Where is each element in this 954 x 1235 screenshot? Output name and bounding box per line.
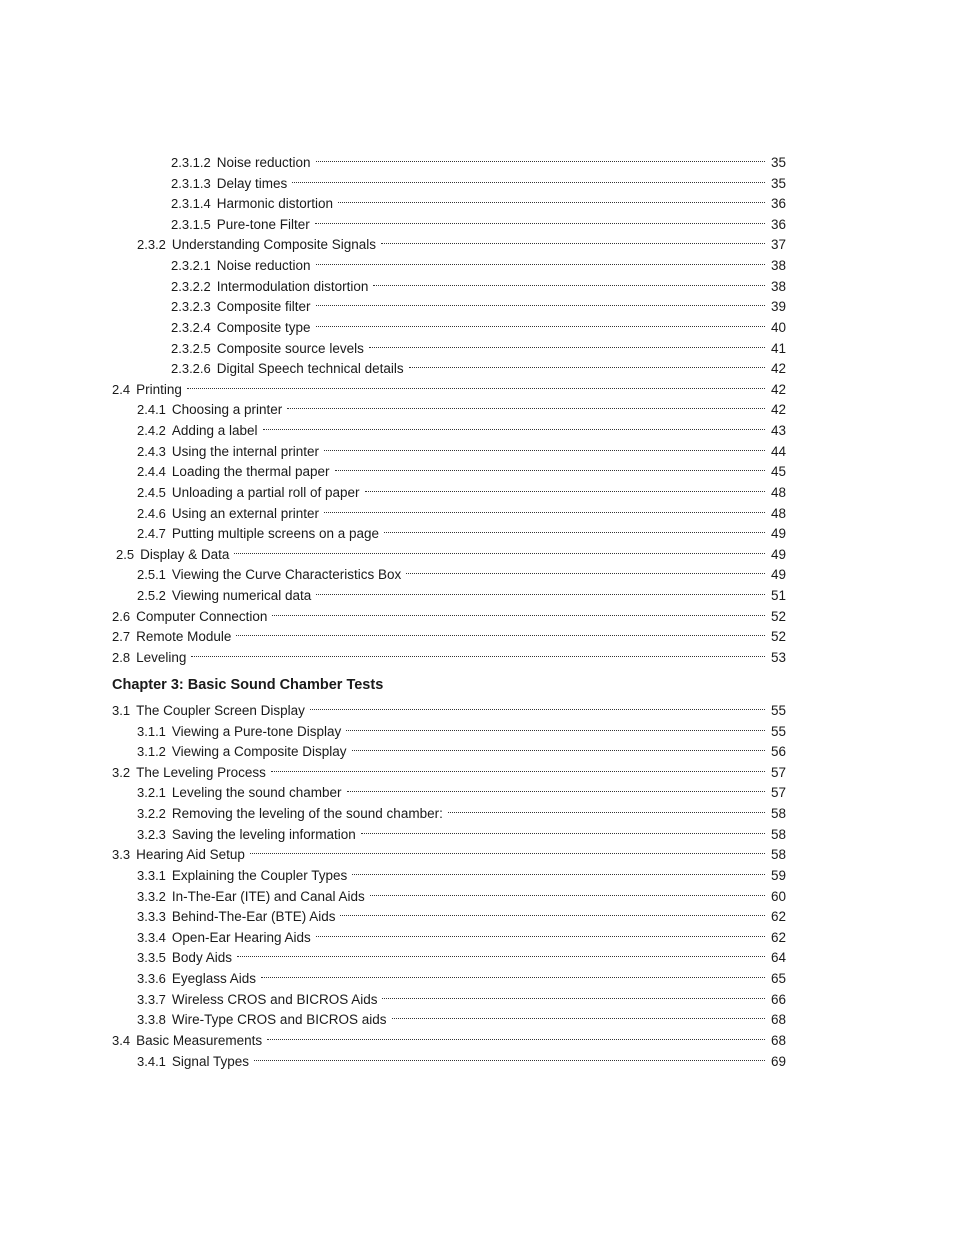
toc-entry-page: 38 [770, 258, 786, 274]
toc-entry-number: 2.3.1.2 [171, 155, 211, 170]
toc-entry-page: 39 [770, 299, 786, 315]
toc-entry[interactable] [171, 209, 786, 232]
toc-entry-page: 35 [770, 175, 786, 191]
toc-entry-number: 2.3.2.4 [171, 319, 211, 335]
toc-entry-number: 3.3.5 [137, 950, 166, 966]
toc-entry-title: Computer Connection [136, 608, 268, 624]
toc-entry-title: Hearing Aid Setup [136, 847, 245, 863]
toc-entry-title: Remote Module [136, 629, 232, 645]
toc-entry-number: 2.3.2.6 [171, 361, 211, 377]
toc-entry-title: Signal Types [171, 1053, 249, 1069]
toc-entry-page: 52 [770, 629, 786, 645]
toc-entry-page: 55 [770, 703, 786, 718]
toc-entry-number: 2.5 [116, 546, 135, 562]
toc-entry-title: Body Aids [171, 950, 232, 966]
toc-entry-number: 3.3.3 [137, 909, 166, 925]
toc-entry-title: The Leveling Process [136, 764, 266, 780]
toc-entry[interactable] [112, 1025, 786, 1048]
toc-entry-number: 3.2.1 [137, 785, 166, 801]
toc-entry[interactable] [137, 436, 786, 459]
toc-entry[interactable] [137, 819, 786, 842]
toc-entry-page: 49 [770, 546, 786, 562]
toc-entry-title: Putting multiple screens on a page [171, 526, 380, 542]
toc-entry-title: The Coupler Screen Display [136, 703, 305, 718]
toc-entry-title: Viewing a Pure-tone Display [171, 723, 342, 739]
dot-leader [234, 539, 765, 559]
toc-entry[interactable] [171, 168, 786, 191]
toc-entry-page: 62 [770, 929, 786, 945]
toc-entry-title: Wire-Type CROS and BICROS aids [171, 1012, 387, 1028]
dot-leader [191, 642, 765, 662]
toc-entry-page: 66 [770, 991, 786, 1007]
toc-entry-number: 2.7 [112, 629, 131, 645]
toc-entry-page: 49 [770, 526, 786, 542]
toc-entry-number: 2.4.3 [137, 443, 166, 459]
toc-entry-title: Eyeglass Aids [171, 971, 256, 987]
toc-entry[interactable] [137, 1046, 786, 1069]
toc-entry-title: Composite source levels [216, 340, 364, 356]
toc-entry[interactable] [137, 922, 786, 945]
toc-entry-number: 3.1 [112, 703, 131, 718]
dot-leader [352, 736, 765, 756]
toc-entry-title: Leveling [136, 649, 187, 665]
toc-entry-page: 64 [770, 950, 786, 966]
toc-entry-number: 3.2 [112, 764, 131, 780]
toc-entry-page: 48 [770, 484, 786, 500]
dot-leader [267, 1025, 765, 1045]
toc-entry-title: Leveling the sound chamber [171, 785, 342, 801]
toc-entry-title: Printing [136, 381, 182, 397]
toc-entry[interactable] [112, 757, 786, 780]
toc-entry-number: 3.3.6 [137, 971, 166, 987]
toc-entry-page: 58 [770, 826, 786, 842]
toc-entry-number: 2.6 [112, 608, 131, 624]
dot-leader [237, 942, 765, 962]
dot-leader [448, 798, 765, 818]
toc-entry-number: 2.3.1.3 [171, 175, 211, 191]
toc-entry-number: 2.3.2.3 [171, 299, 211, 315]
dot-leader [347, 777, 765, 797]
toc-entry[interactable] [112, 601, 786, 624]
dot-leader [381, 229, 765, 249]
toc-entry[interactable] [137, 580, 786, 604]
toc-entry-number: 3.3.8 [137, 1012, 166, 1028]
toc-entry-number: 2.4.5 [137, 484, 166, 500]
toc-entry-page: 42 [770, 402, 786, 418]
dot-leader [392, 1004, 766, 1024]
toc-entry[interactable] [137, 777, 786, 801]
dot-leader [352, 860, 765, 880]
toc-entry[interactable] [137, 498, 786, 521]
toc-entry-title: Composite type [216, 319, 311, 335]
toc-entry-title: Digital Speech technical details [216, 361, 404, 377]
toc-entry-page: 60 [770, 888, 786, 904]
toc-entry[interactable] [171, 271, 786, 294]
toc-entry-title: Explaining the Coupler Types [171, 867, 348, 883]
toc-entry-title: Viewing numerical data [171, 588, 312, 604]
dot-leader [292, 168, 765, 188]
toc-entry-page: 42 [770, 361, 786, 377]
toc-entry-number: 3.1.1 [137, 723, 166, 739]
toc-entry-title: Adding a label [171, 423, 258, 439]
toc-entry-title: Using an external printer [171, 505, 319, 521]
dot-leader [340, 901, 765, 921]
toc-entry[interactable] [171, 188, 786, 212]
toc-entry[interactable] [171, 333, 786, 356]
toc-entry-title: Noise reduction [216, 258, 311, 274]
toc-entry-number: 2.3.2.5 [171, 340, 211, 356]
toc-entry[interactable] [137, 477, 786, 500]
toc-entry-number: 2.3.2.2 [171, 278, 211, 294]
dot-leader [236, 621, 765, 641]
dot-leader [382, 984, 765, 1004]
dot-leader [271, 757, 765, 777]
toc-entry-page: 55 [770, 723, 786, 739]
dot-leader [373, 271, 765, 291]
toc-entry-number: 3.2.2 [137, 806, 166, 822]
toc-entry[interactable] [137, 881, 786, 904]
toc-entry[interactable] [137, 518, 786, 542]
toc-entry-title: Removing the leveling of the sound chamber: [171, 806, 443, 822]
toc-entry-page: 43 [770, 423, 786, 439]
dot-leader [287, 394, 765, 414]
toc-entry-number: 2.4.1 [137, 402, 166, 418]
toc-entry-number: 3.3.1 [137, 867, 166, 883]
dot-leader [315, 209, 765, 229]
toc-entry-page: 65 [770, 971, 786, 987]
toc-entry-page: 58 [770, 806, 786, 822]
toc-entry-number: 3.3.7 [137, 991, 166, 1007]
toc-entry-title: In-The-Ear (ITE) and Canal Aids [171, 888, 365, 904]
dot-leader [316, 291, 765, 311]
dot-leader [316, 580, 765, 600]
dot-leader [384, 518, 765, 538]
toc-entry-page: 57 [770, 785, 786, 801]
toc-entry[interactable] [137, 415, 786, 439]
toc-entry-number: 2.4.6 [137, 505, 166, 521]
toc-entry-title: Loading the thermal paper [171, 464, 330, 480]
dot-leader [406, 559, 765, 579]
toc-entry-title: Basic Measurements [136, 1032, 263, 1048]
dot-leader [261, 963, 765, 983]
toc-entry-page: 52 [770, 608, 786, 624]
toc-entry-page: 41 [770, 340, 786, 356]
toc-entry-page: 40 [770, 319, 786, 335]
toc-entry-number: 2.4.4 [137, 464, 166, 480]
toc-entry-number: 2.3.2.1 [171, 258, 211, 274]
toc-entry-number: 3.4 [112, 1032, 131, 1048]
dot-leader [187, 374, 765, 394]
toc-entry-page: 49 [770, 567, 786, 583]
toc-entry-number: 3.2.3 [137, 826, 166, 842]
toc-entry-number: 3.3 [112, 847, 131, 863]
toc-entry[interactable] [137, 559, 786, 583]
toc-entry-number: 2.4.7 [137, 526, 166, 542]
toc-entry-number: 2.8 [112, 649, 131, 665]
toc-entry-title: Behind-The-Ear (BTE) Aids [171, 909, 336, 925]
toc-entry-page: 69 [770, 1053, 786, 1069]
dot-leader [310, 695, 765, 715]
toc-entry-page: 37 [770, 237, 786, 253]
toc-entry-title: Delay times [216, 175, 288, 191]
toc-entry[interactable] [171, 291, 786, 315]
toc-entry[interactable] [137, 798, 786, 822]
toc-entry[interactable] [137, 942, 786, 966]
toc-entry-page: 45 [770, 464, 786, 480]
toc-entry-page: 68 [770, 1012, 786, 1028]
toc-entry[interactable] [116, 539, 786, 562]
dot-leader [409, 353, 765, 373]
toc-entry-number: 3.4.1 [137, 1053, 166, 1069]
dot-leader [324, 498, 765, 518]
toc-entry[interactable] [112, 374, 786, 397]
toc-entry[interactable] [137, 984, 786, 1007]
toc-entry[interactable] [137, 229, 786, 253]
toc-entry-title: Harmonic distortion [216, 196, 334, 212]
toc-entry-title: Intermodulation distortion [216, 278, 369, 294]
toc-entry-title: Pure-tone Filter [216, 216, 310, 232]
dot-leader [316, 147, 765, 167]
toc-entry[interactable] [137, 394, 786, 418]
toc-entry-title: Understanding Composite Signals [171, 237, 377, 253]
toc-entry-title: Saving the leveling information [171, 826, 356, 842]
toc-entry-title: Viewing the Curve Characteristics Box [171, 567, 402, 583]
toc-entry-title: Using the internal printer [171, 443, 319, 459]
toc-entry-page: 57 [770, 764, 786, 780]
dot-leader [324, 436, 765, 456]
toc-entry[interactable] [112, 621, 786, 645]
toc-entry[interactable] [137, 901, 786, 925]
toc-entry-page: 42 [770, 381, 786, 397]
toc-entry-title: Wireless CROS and BICROS Aids [171, 991, 378, 1007]
toc-entry-page: 36 [770, 196, 786, 212]
dot-leader [250, 839, 765, 859]
toc-entry-page: 59 [770, 867, 786, 883]
toc-entry-title: Composite filter [216, 299, 311, 315]
toc-entry-title: Viewing a Composite Display [171, 744, 347, 760]
dot-leader [254, 1046, 765, 1066]
toc-entry[interactable] [137, 860, 786, 883]
toc-entry-title: Display & Data [140, 546, 230, 562]
toc-entry-number: 3.3.4 [137, 929, 166, 945]
toc-entry[interactable] [171, 312, 786, 335]
toc-entry-title: Unloading a partial roll of paper [171, 484, 360, 500]
toc-entry[interactable] [112, 839, 786, 863]
toc-entry-number: 2.3.1.5 [171, 216, 211, 232]
toc-entry[interactable] [112, 642, 786, 665]
dot-leader [335, 456, 765, 476]
toc-entry-number: 2.5.1 [137, 567, 166, 583]
toc-entry-page: 36 [770, 216, 786, 232]
toc-entry[interactable] [112, 695, 786, 718]
toc-entry[interactable] [171, 250, 786, 274]
toc-entry[interactable] [171, 353, 786, 377]
toc-entry[interactable] [137, 1004, 786, 1028]
dot-leader [370, 881, 765, 901]
toc-entry-page: 38 [770, 278, 786, 294]
toc-entry-page: 56 [770, 744, 786, 760]
dot-leader [316, 250, 765, 270]
toc-entry-title: Noise reduction [216, 155, 311, 170]
toc-entry-page: 51 [770, 588, 786, 604]
toc-entry[interactable] [137, 736, 786, 760]
toc-entry-number: 2.4.2 [137, 423, 166, 439]
toc-entry-page: 68 [770, 1032, 786, 1048]
toc-entry[interactable] [137, 963, 786, 987]
toc-entry-number: 2.3.1.4 [171, 196, 211, 212]
dot-leader [365, 477, 765, 497]
toc-entry-number: 3.3.2 [137, 888, 166, 904]
toc-entry-number: 2.4 [112, 381, 131, 397]
toc-entry-number: 2.5.2 [137, 588, 166, 604]
toc-entry-title: Choosing a printer [171, 402, 283, 418]
dot-leader [369, 333, 765, 353]
toc-entry-page: 62 [770, 909, 786, 925]
dot-leader [346, 716, 765, 736]
toc-entry-title: Open-Ear Hearing Aids [171, 929, 311, 945]
toc-entry-page: 58 [770, 847, 786, 863]
dot-leader [263, 415, 766, 435]
dot-leader [361, 819, 765, 839]
toc-entry[interactable] [137, 716, 786, 739]
toc-entry[interactable] [137, 456, 786, 480]
toc-entry-page: 53 [770, 649, 786, 665]
chapter-3-heading: Chapter 3: Basic Sound Chamber Tests [112, 677, 384, 693]
dot-leader [316, 312, 765, 332]
toc-entry-page: 35 [770, 155, 786, 170]
dot-leader [338, 188, 765, 208]
toc-entry[interactable] [171, 147, 786, 170]
dot-leader [316, 922, 765, 942]
dot-leader [272, 601, 765, 621]
toc-entry-page: 44 [770, 443, 786, 459]
toc-entry-number: 3.1.2 [137, 744, 166, 760]
toc-entry-number: 2.3.2 [137, 237, 166, 253]
toc-entry-page: 48 [770, 505, 786, 521]
